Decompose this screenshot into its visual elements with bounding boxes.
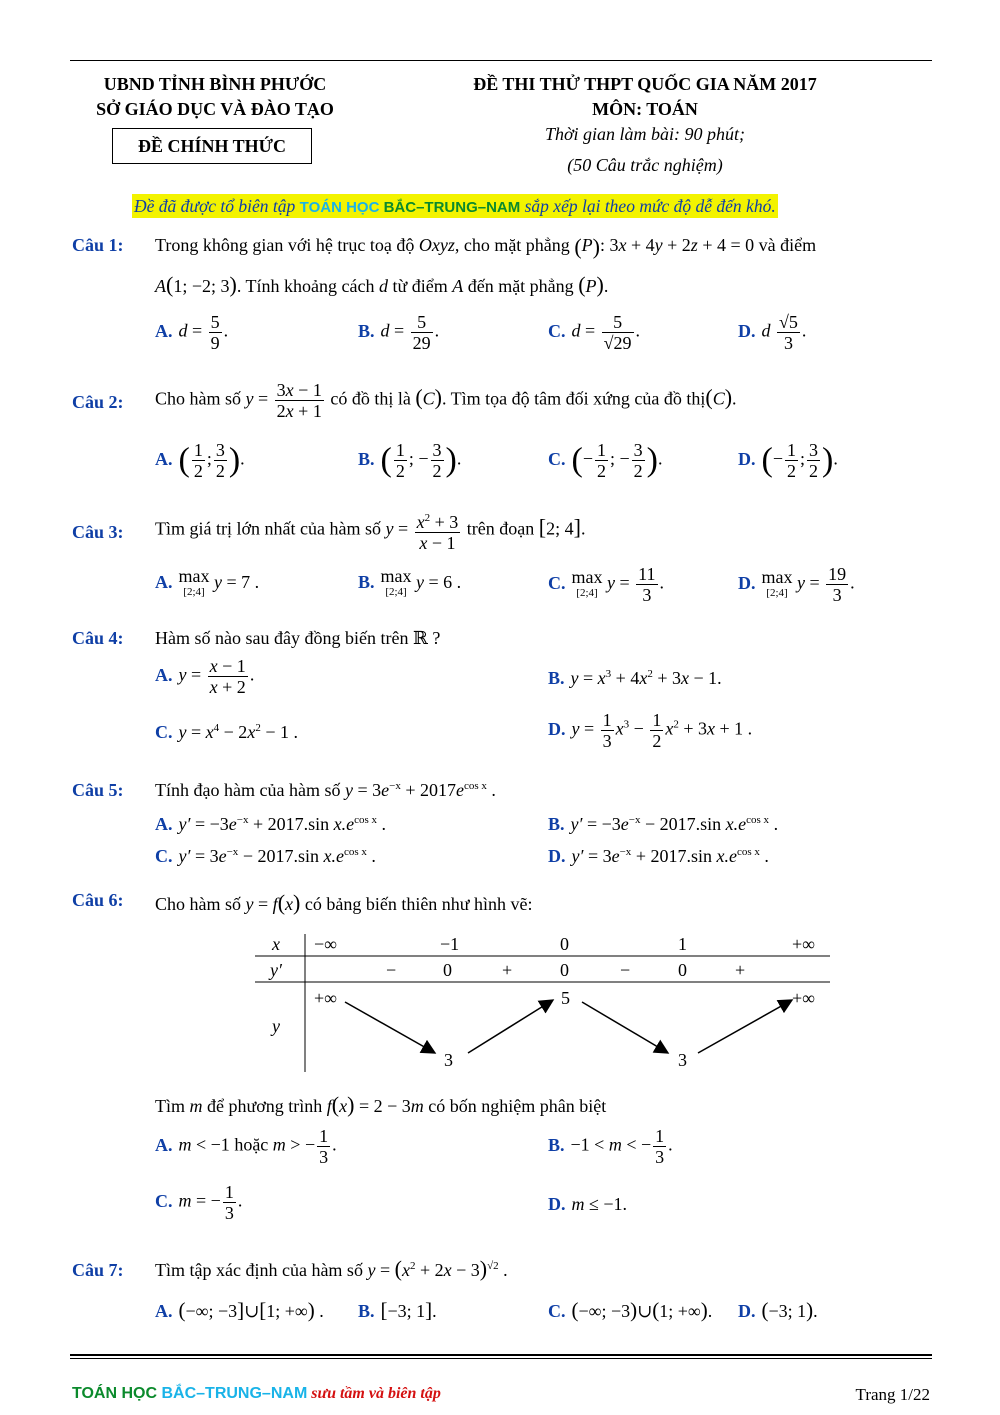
duration: Thời gian làm bài: 90 phút; <box>544 124 746 144</box>
arrow-down-2 <box>582 1002 668 1053</box>
arrow-up-1 <box>468 1000 553 1053</box>
banner-pre: Đề đã được tổ biên tập <box>134 196 300 216</box>
banner-brand2: BẮC–TRUNG–NAM <box>383 199 521 216</box>
vt-y-1: 3 <box>444 1050 453 1070</box>
question-label: Câu 6: <box>72 890 124 910</box>
option-b[interactable]: B. −1 < m < − $\frac{1}{3}$ . <box>548 1126 673 1167</box>
arrow-up-2 <box>698 1000 792 1053</box>
official-badge: ĐỀ CHÍNH THỨC <box>112 128 312 164</box>
option-a[interactable]: A. ( $\frac{1}{2}$ ; $\frac{3}{2}$ ). <box>155 440 245 481</box>
option-d[interactable]: D. (− $\frac{1}{2}$ ; $\frac{3}{2}$ ). <box>738 440 838 481</box>
option-d[interactable]: D. d $\frac{√5}{3}$ . <box>738 312 807 353</box>
option-a[interactable]: A. m < −1 hoặc m > − $\frac{1}{3}$ . <box>155 1126 337 1167</box>
question-count: (50 Câu trắc nghiệm) <box>567 155 723 175</box>
vt-yp-6: + <box>735 960 746 980</box>
option-a[interactable]: A. max [2;4] y = 7 . <box>155 566 260 598</box>
option-c[interactable]: C. max [2;4] y = $\frac{11}{3}$ . <box>548 564 664 605</box>
vt-yp-1: 0 <box>443 960 452 980</box>
option-c[interactable]: C. (− $\frac{1}{2}$ ; − $\frac{3}{2}$ ). <box>548 440 663 481</box>
option-c[interactable]: C. d = $\frac{5}{√29}$ . <box>548 312 641 353</box>
question-text: Cho hàm số y = $\frac{3x - 1}{2x + 1}$ có đồ thị là (C). Tìm tọa độ tâm đối xứng của đồ thị(C). <box>155 380 737 421</box>
editor-banner <box>132 194 778 218</box>
header-right <box>430 72 860 178</box>
question-text: Tìm tập xác định của hàm số $y = (x^2 + 2x - 3)^{√2}$ . <box>155 1256 508 1281</box>
variation-table-lines <box>250 930 835 1075</box>
question-text: Trong không gian với hệ trục toạ độ Oxyz, cho mặt phẳng (P): 3x + 4y + 2z + 4 = 0 và điểm <box>155 233 817 259</box>
option-b[interactable]: B. $y' = -3e^{-x} - 2017.\sin$ $x.e^{cos x}$ . <box>548 814 779 834</box>
vt-y-3: 3 <box>678 1050 687 1070</box>
vt-yp-2: + <box>502 960 513 980</box>
question-label: Câu 3: <box>72 522 124 542</box>
vt-x-2: 0 <box>560 934 569 954</box>
option-a[interactable]: A. (−∞; −3]∪[1; +∞) . <box>155 1298 324 1322</box>
footer-rule-2 <box>70 1358 932 1359</box>
vt-yp-label: y′ <box>270 960 282 980</box>
option-b[interactable]: B. [−3; 1]. <box>358 1298 437 1322</box>
vt-x-4: +∞ <box>792 934 815 954</box>
option-d[interactable]: D. m ≤ −1. <box>548 1194 628 1214</box>
question-text-cont: Tìm m để phương trình f(x) = 2 − 3m có bốn nghiệm phân biệt <box>155 1092 607 1117</box>
vt-yp-5: 0 <box>678 960 687 980</box>
question-text-cont: A(1; −2; 3). Tính khoảng cách d từ điểm A đến mặt phẳng (P). <box>155 272 609 297</box>
question-label: Câu 7: <box>72 1260 124 1280</box>
option-b[interactable]: B. max [2;4] y = 6 . <box>358 566 462 598</box>
question-text: Tính đạo hàm của hàm số $y = 3e^{-x} + 2017e^{cos x}$ . <box>155 780 496 800</box>
question-text: Cho hàm số y = f(x) có bảng biến thiên như hình vẽ: <box>155 890 533 915</box>
option-d[interactable]: D. y = $\frac{1}{3}$ $x^3$ − $\frac{1}{2}$ $x^2 + 3x + 1$ . <box>548 710 753 751</box>
banner-brand1: TOÁN HỌC <box>299 199 384 216</box>
option-a[interactable]: A. y = $\frac{x - 1}{x + 2}$ . <box>155 656 255 697</box>
banner-post: sắp xếp lại theo mức độ dễ đến khó. <box>520 196 776 216</box>
question-label: Câu 4: <box>72 628 124 648</box>
option-a[interactable]: A. $y' = -3e^{-x} + 2017.\sin$ $x.e^{cos x}$ . <box>155 814 387 834</box>
option-d[interactable]: D. $y' = 3e^{-x} + 2017.\sin$ $x.e^{cos x}$ . <box>548 846 769 866</box>
page-number: Trang 1/22 <box>855 1385 930 1404</box>
vt-x-1: −1 <box>440 934 460 954</box>
vt-x-label: x <box>272 934 280 954</box>
vt-y-label: y <box>272 1016 280 1036</box>
option-b[interactable]: B. $y = x^3 + 4x^2 + 3x - 1$. <box>548 668 722 688</box>
question-text: Hàm số nào sau đây đồng biến trên ℝ ? <box>155 628 441 648</box>
option-b[interactable]: B. d = $\frac{5}{29}$ . <box>358 312 440 353</box>
subject: MÔN: TOÁN <box>592 99 698 119</box>
vt-y-2: 5 <box>561 988 570 1008</box>
exam-title: ĐỀ THI THỬ THPT QUỐC GIA NĂM 2017 <box>473 74 817 94</box>
vt-x-0: −∞ <box>314 934 337 954</box>
arrow-down-1 <box>345 1002 435 1053</box>
question-label: Câu 1: <box>72 235 124 255</box>
department-name: SỞ GIÁO DỤC VÀ ĐÀO TẠO <box>96 99 334 119</box>
question-label: Câu 5: <box>72 780 124 800</box>
vt-y-0: +∞ <box>314 988 337 1008</box>
option-a[interactable]: A. d = $\frac{5}{9}$ . <box>155 312 229 353</box>
question-text: Tìm giá trị lớn nhất của hàm số y = $\frac{x^2 + 3}{x - 1}$ trên đoạn [2; 4]. <box>155 508 585 553</box>
vt-yp-4: − <box>620 960 631 980</box>
footer-rule-1 <box>70 1354 932 1356</box>
option-b[interactable]: B. ( $\frac{1}{2}$ ; − $\frac{3}{2}$ ). <box>358 440 462 481</box>
option-d[interactable]: D. max [2;4] y = $\frac{19}{3}$ . <box>738 564 855 605</box>
option-c[interactable]: C. $y' = 3e^{-x} - 2017.\sin$ $x.e^{cos x}$ . <box>155 846 376 866</box>
question-label: Câu 2: <box>72 392 124 412</box>
vt-yp-3: 0 <box>560 960 569 980</box>
vt-yp-0: − <box>386 960 397 980</box>
footer-brand: TOÁN HỌC BẮC–TRUNG–NAM sưu tầm và biên tập <box>72 1385 441 1402</box>
province-name: UBND TỈNH BÌNH PHƯỚC <box>103 74 327 94</box>
vt-x-3: 1 <box>678 934 687 954</box>
option-c[interactable]: C. m = − $\frac{1}{3}$ . <box>155 1182 243 1223</box>
header-left <box>70 72 360 122</box>
option-d[interactable]: D. (−3; 1). <box>738 1298 818 1322</box>
vt-y-4: +∞ <box>792 988 815 1008</box>
option-c[interactable]: C. (−∞; −3)∪(1; +∞). <box>548 1298 713 1322</box>
top-rule <box>70 60 932 61</box>
option-c[interactable]: C. $y = x^4 - 2x^2 - 1$ . <box>155 722 298 742</box>
